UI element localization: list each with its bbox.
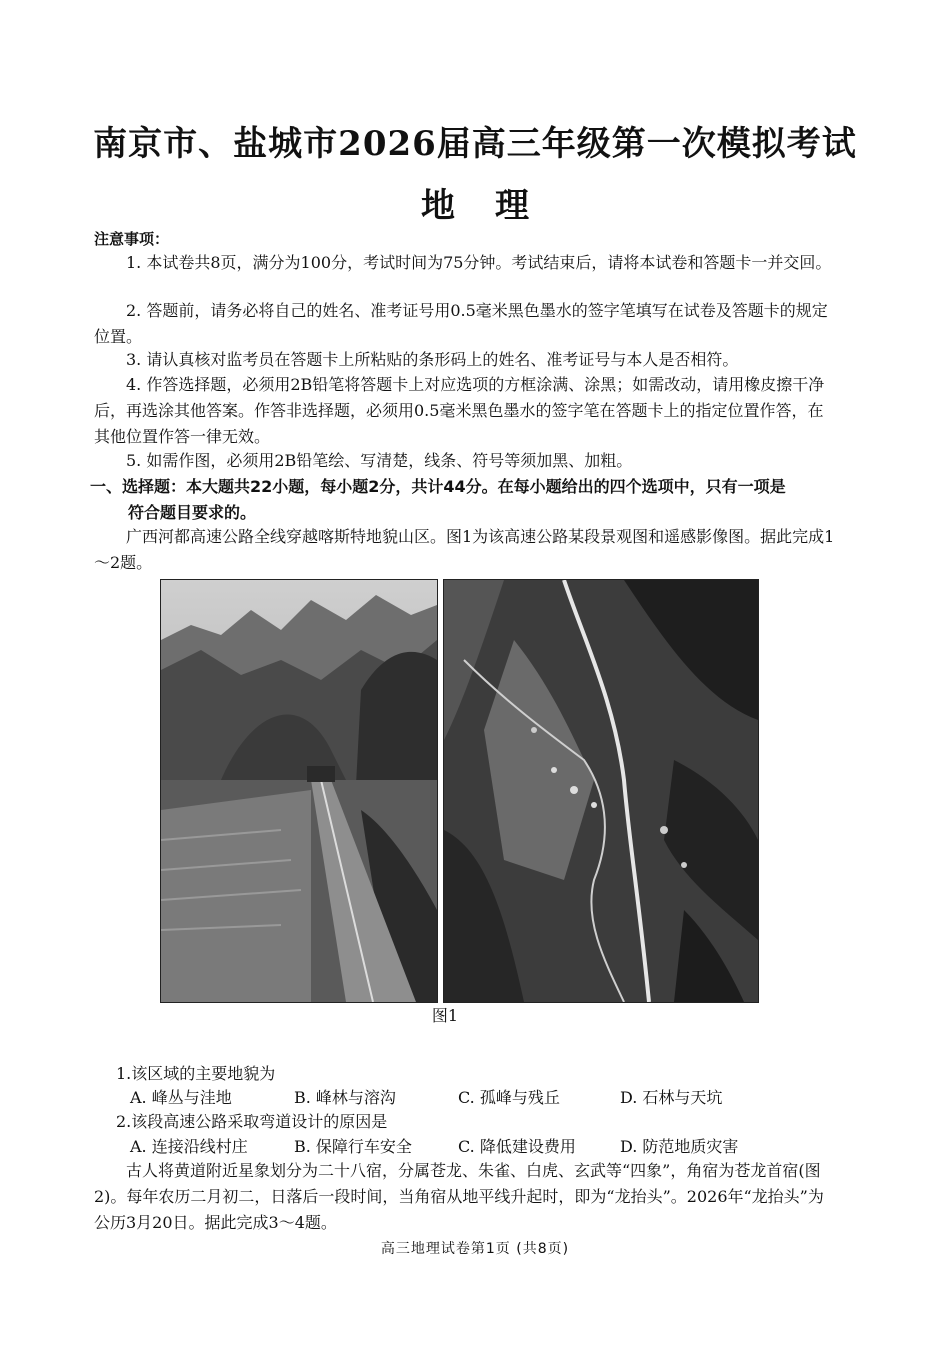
q2-option-c[interactable]: C. 降低建设费用 xyxy=(458,1137,576,1156)
notice-heading: 注意事项： xyxy=(94,230,170,248)
section-heading xyxy=(90,474,840,526)
q2-option-d[interactable]: D. 防范地质灾害 xyxy=(620,1137,739,1156)
question-1-stem: 1.该区域的主要地貌为 xyxy=(116,1064,276,1083)
figure-1 xyxy=(160,579,758,1001)
subject-title: 地理 xyxy=(421,186,569,226)
notice-item-1: 1. 本试卷共8页，满分为100分，考试时间为75分钟。考试结束后，请将本试卷和答题卡一并交回。 xyxy=(126,253,832,272)
exam-title: 南京市、盐城市2026届高三年级第一次模拟考试 xyxy=(93,124,857,164)
notice-item-4: 4. 作答选择题，必须用2B铅笔将答题卡上对应选项的方框涂满、涂黑；如需改动，请用橡皮擦干净后，再选涂其他答案。作答非选择题，必须用0.5毫米黑色墨水的签字笔在答题卡上的指定位置作答，在其他位置作答一律无效。 xyxy=(94,375,825,446)
notice-item-2: 2. 答题前，请务必将自己的姓名、准考证号用0.5毫米黑色墨水的签字笔填写在试卷及答题卡的规定位置。 xyxy=(94,301,828,346)
satellite-illustration xyxy=(444,580,758,1002)
remote-sensing-image xyxy=(443,579,759,1003)
q2-option-b[interactable]: B. 保障行车安全 xyxy=(294,1137,412,1156)
section-heading-line2: 符合题目要求的。 xyxy=(128,503,257,522)
question-2-stem: 2.该段高速公路采取弯道设计的原因是 xyxy=(116,1112,388,1131)
landscape-illustration xyxy=(161,580,437,1002)
page-footer: 高三地理试卷第1页 (共8页) xyxy=(380,1241,570,1257)
passage-2: 古人将黄道附近星象划分为二十八宿，分属苍龙、朱雀、白虎、玄武等“四象”，角宿为苍龙首宿(图2)。每年农历二月初二，日落后一段时间，当角宿从地平线升起时，即为“龙抬头”。2026年“龙抬头”为公历3月20日。据此完成3～4题。 xyxy=(94,1161,824,1232)
notice-item-3: 3. 请认真核对监考员在答题卡上所粘贴的条形码上的姓名、准考证号与本人是否相符。 xyxy=(126,350,739,369)
highway-landscape-photo xyxy=(160,579,438,1003)
section-heading-line1: 一、选择题：本大题共22小题，每小题2分，共计44分。在每小题给出的四个选项中，只有一项是 xyxy=(90,477,786,496)
q2-option-a[interactable]: A. 连接沿线村庄 xyxy=(130,1137,248,1156)
q1-option-a[interactable]: A. 峰丛与洼地 xyxy=(130,1088,232,1107)
q1-option-c[interactable]: C. 孤峰与残丘 xyxy=(458,1088,560,1107)
passage-1: 广西河都高速公路全线穿越喀斯特地貌山区。图1为该高速公路某段景观图和遥感影像图。据此完成1～2题。 xyxy=(94,527,835,572)
notice-item-5: 5. 如需作图，必须用2B铅笔绘、写清楚，线条、符号等须加黑、加粗。 xyxy=(126,451,633,470)
q1-option-b[interactable]: B. 峰林与溶沟 xyxy=(294,1088,396,1107)
q1-option-d[interactable]: D. 石林与天坑 xyxy=(620,1088,723,1107)
figure-1-caption: 图1 xyxy=(431,1006,459,1025)
